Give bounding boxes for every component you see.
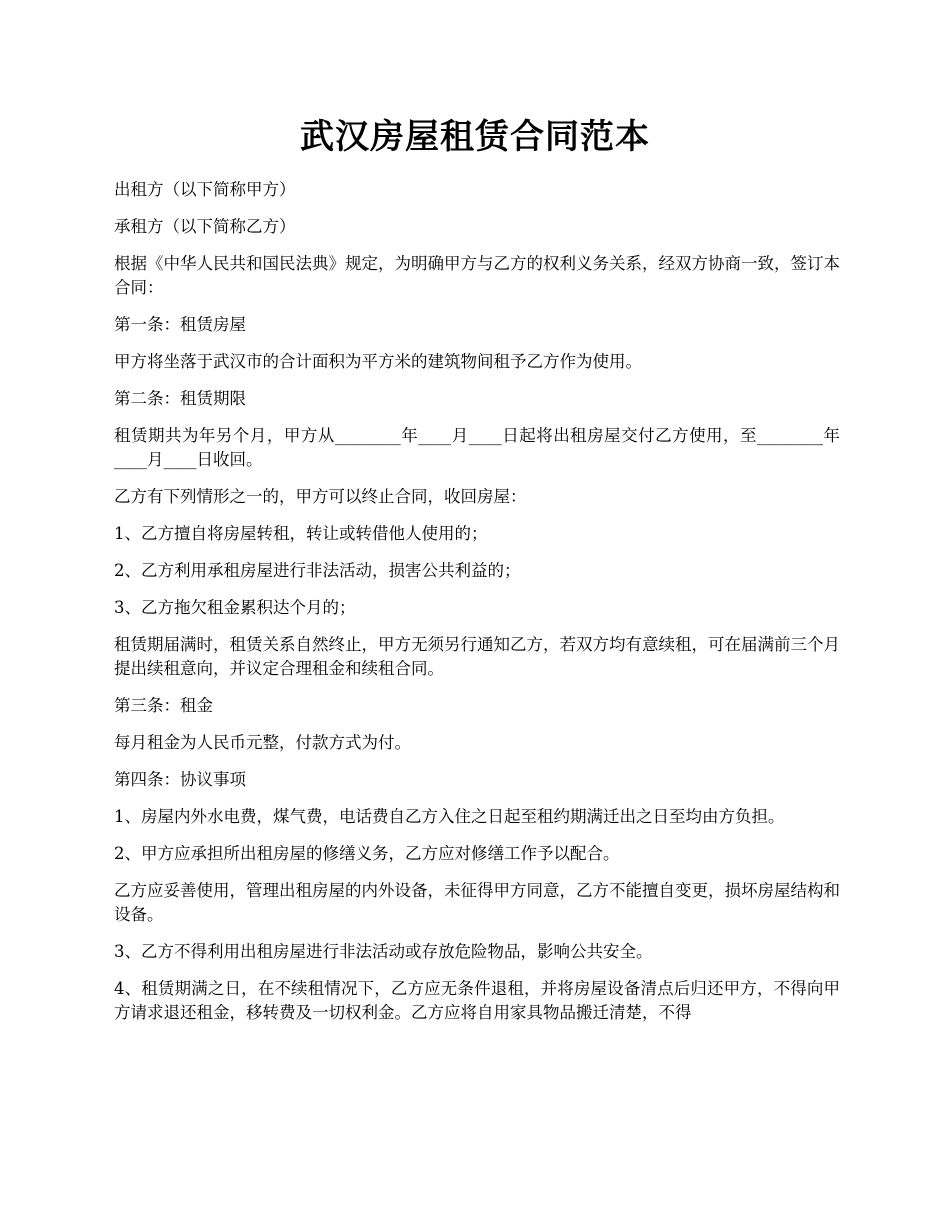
article-1-heading: 第一条：租赁房屋 bbox=[114, 315, 246, 334]
article-1-text: 甲方将坐落于武汉市的合计面积为平方米的建筑物间租予乙方作为使用。 bbox=[114, 352, 642, 371]
article-3-heading: 第三条：租金 bbox=[114, 696, 213, 715]
article-4-item-4: 4、租赁期满之日，在不续租情况下，乙方应无条件退租，并将房屋设备清点后归还甲方，不得向甲方请求退还租金，移转费及一切权利金。乙方应将自用家具物品搬迁清楚，不得 bbox=[114, 979, 840, 1022]
article-2-heading: 第二条：租赁期限 bbox=[114, 389, 246, 408]
document-title: 武汉房屋租赁合同范本 bbox=[300, 117, 650, 157]
article-4-item-3: 3、乙方不得利用出租房屋进行非法活动或存放危险物品，影响公共安全。 bbox=[114, 942, 653, 961]
document-body bbox=[114, 178, 840, 1038]
article-2-item-1: 1、乙方擅自将房屋转租，转让或转借他人使用的； bbox=[114, 524, 488, 543]
article-2-term: 租赁期共为年另个月，甲方从________年____月____日起将出租房屋交付乙方使用，至________年____月____日收回。 bbox=[114, 426, 840, 469]
article-2-termination-intro: 乙方有下列情形之一的，甲方可以终止合同，收回房屋： bbox=[114, 487, 527, 506]
article-4-item-2: 2、甲方应承担所出租房屋的修缮义务，乙方应对修缮工作予以配合。 bbox=[114, 844, 620, 863]
article-2-item-2: 2、乙方利用承租房屋进行非法活动，损害公共利益的； bbox=[114, 561, 521, 580]
article-4-equipment: 乙方应妥善使用，管理出租房屋的内外设备，未征得甲方同意，乙方不能擅自变更，损坏房屋结构和设备。 bbox=[114, 881, 840, 924]
article-4-item-1: 1、房屋内外水电费，煤气费，电话费自乙方入住之日起至租约期满迁出之日至均由方负担。 bbox=[114, 807, 785, 826]
article-2-item-3: 3、乙方拖欠租金累积达个月的； bbox=[114, 598, 356, 617]
article-4-heading: 第四条：协议事项 bbox=[114, 770, 246, 789]
paragraph-lessee: 承租方（以下简称乙方） bbox=[114, 217, 296, 236]
paragraph-lessor: 出租方（以下简称甲方） bbox=[114, 180, 296, 199]
article-2-renewal: 租赁期届满时，租赁关系自然终止，甲方无须另行通知乙方，若双方均有意续租，可在届满前三个月提出续租意向，并议定合理租金和续租合同。 bbox=[114, 635, 840, 678]
article-3-text: 每月租金为人民币元整，付款方式为付。 bbox=[114, 733, 411, 752]
paragraph-preamble: 根据《中华人民共和国民法典》规定，为明确甲方与乙方的权利义务关系，经双方协商一致，签订本合同： bbox=[114, 254, 840, 297]
